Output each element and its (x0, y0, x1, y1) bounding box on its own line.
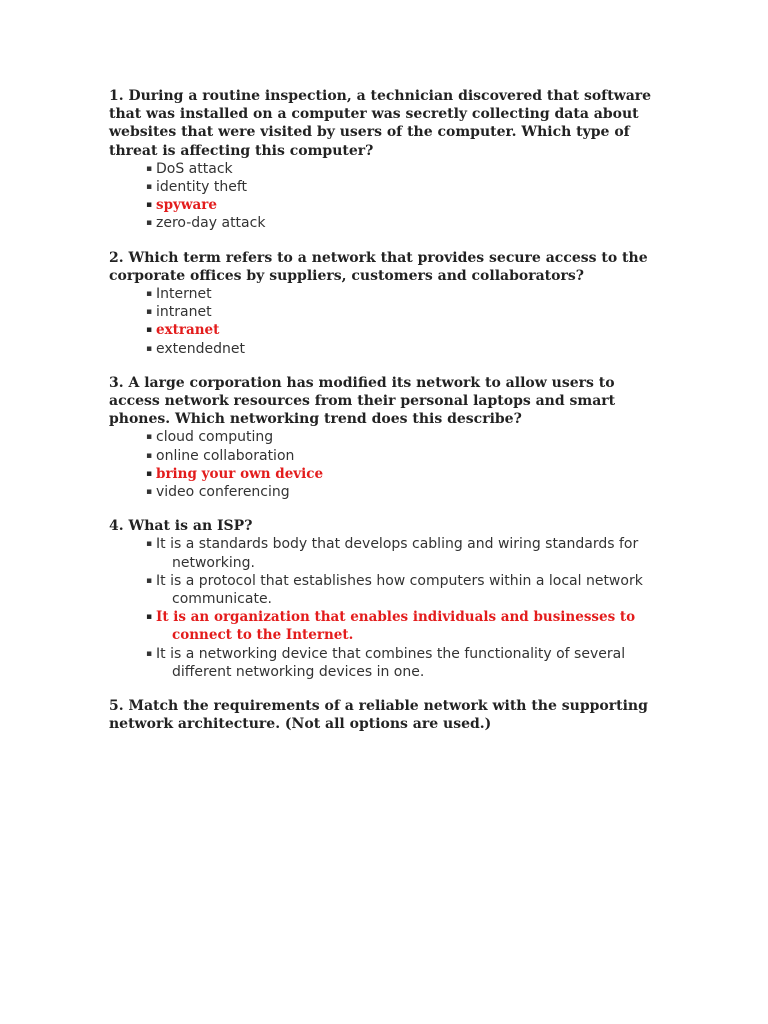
option-text: DoS attack (156, 160, 233, 177)
option-text: bring your own device (156, 465, 324, 482)
question-text: 2. Which term refers to a network that provides secure access to the corporate offices by suppliers, customers and collaborators? (109, 249, 648, 284)
option-item (146, 645, 664, 681)
bullet-icon: ▪ (146, 450, 153, 461)
option-item (146, 483, 664, 501)
option-item (146, 303, 664, 321)
bullet-icon: ▪ (146, 468, 153, 479)
option-list (109, 160, 664, 233)
question-3 (109, 374, 664, 501)
bullet-icon: ▪ (146, 487, 153, 498)
question-5 (109, 697, 664, 733)
option-item (146, 285, 664, 303)
option-item (146, 535, 664, 571)
option-text: video conferencing (156, 484, 290, 501)
bullet-icon: ▪ (146, 343, 153, 354)
question-1 (109, 87, 664, 233)
option-item (146, 572, 664, 608)
question-4 (109, 517, 664, 681)
option-list (109, 285, 664, 358)
bullet-icon: ▪ (146, 325, 153, 336)
option-text: It is a standards body that develops cabling and wiring standards for networking. (156, 536, 639, 571)
bullet-icon: ▪ (146, 307, 153, 318)
bullet-icon: ▪ (146, 432, 153, 443)
bullet-icon: ▪ (146, 289, 153, 300)
question-text: 5. Match the requirements of a reliable network with the supporting network architecture. (Not all options are used.) (109, 698, 648, 733)
option-text: Internet (156, 286, 212, 303)
option-item (146, 160, 664, 178)
option-list (109, 428, 664, 501)
option-text: identity theft (156, 179, 248, 196)
option-text: zero-day attack (156, 215, 266, 232)
option-text: It is an organization that enables individuals and businesses to connect to the Internet. (156, 609, 636, 644)
option-item (146, 447, 664, 465)
option-item (146, 340, 664, 358)
question-text: 1. During a routine inspection, a technician discovered that software that was installed on a computer was secretly collecting data about websites that were visited by users of the computer. Which type of threat is affecting this computer? (109, 88, 652, 159)
correct-answer (146, 465, 664, 483)
option-text: intranet (156, 304, 212, 321)
question-text: 4. What is an ISP? (109, 518, 253, 535)
bullet-icon: ▪ (146, 182, 153, 193)
option-item (146, 428, 664, 446)
option-item (146, 214, 664, 232)
bullet-icon: ▪ (146, 539, 153, 550)
option-list (109, 535, 664, 681)
option-text: It is a networking device that combines the functionality of several different networking devices in one. (156, 645, 626, 680)
bullet-icon: ▪ (146, 163, 153, 174)
question-text: 3. A large corporation has modified its network to allow users to access network resources from their personal laptops and smart phones. Which networking trend does this describe? (109, 374, 616, 428)
bullet-icon: ▪ (146, 648, 153, 659)
option-text: cloud computing (156, 429, 274, 446)
correct-answer (146, 608, 664, 644)
bullet-icon: ▪ (146, 612, 153, 623)
option-text: extranet (156, 322, 220, 339)
quiz-document (109, 87, 664, 750)
option-text: spyware (156, 197, 217, 214)
question-2 (109, 249, 664, 358)
correct-answer (146, 321, 664, 339)
bullet-icon: ▪ (146, 218, 153, 229)
option-item (146, 178, 664, 196)
bullet-icon: ▪ (146, 200, 153, 211)
correct-answer (146, 196, 664, 214)
option-text: extendednet (156, 340, 245, 357)
bullet-icon: ▪ (146, 575, 153, 586)
option-text: It is a protocol that establishes how computers within a local network communicate. (156, 572, 643, 608)
option-text: online collaboration (156, 447, 295, 464)
